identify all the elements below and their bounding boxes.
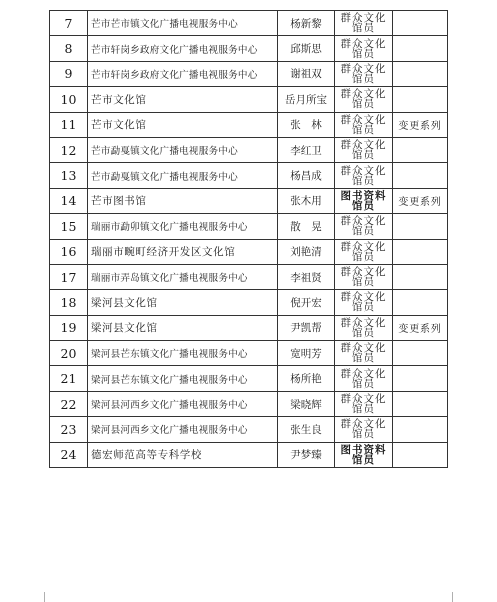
row-number: 23 bbox=[60, 421, 77, 437]
row-number-cell bbox=[50, 341, 88, 366]
job-title: 群众文化馆员 bbox=[340, 418, 387, 441]
person-name-cell bbox=[278, 36, 335, 61]
remark-cell bbox=[393, 112, 448, 137]
job-title: 群众文化馆员 bbox=[340, 393, 387, 416]
person-name: 邱斯思 bbox=[290, 43, 322, 56]
row-number: 21 bbox=[60, 371, 77, 387]
table-row bbox=[50, 315, 448, 340]
table-row bbox=[50, 112, 448, 137]
job-title-cell bbox=[335, 239, 393, 264]
row-number: 11 bbox=[60, 117, 77, 133]
table-row bbox=[50, 442, 448, 467]
job-title: 图书资料馆员 bbox=[340, 443, 387, 466]
job-title-cell bbox=[335, 137, 393, 162]
unit-name: 梁河县文化馆 bbox=[91, 296, 158, 309]
person-name: 张 林 bbox=[290, 119, 322, 132]
remark-cell bbox=[393, 61, 448, 86]
person-name-cell bbox=[278, 290, 335, 315]
person-name: 李祖贤 bbox=[290, 271, 322, 284]
unit-name-cell bbox=[88, 366, 278, 391]
row-number: 17 bbox=[60, 269, 77, 285]
remark-cell bbox=[393, 36, 448, 61]
job-title-cell bbox=[335, 442, 393, 467]
row-number-cell bbox=[50, 137, 88, 162]
job-title: 群众文化馆员 bbox=[340, 139, 387, 162]
job-title-cell bbox=[335, 188, 393, 213]
unit-name: 瑞丽市弄岛镇文化广播电视服务中心 bbox=[91, 273, 248, 285]
row-number-cell bbox=[50, 11, 88, 36]
job-title-cell bbox=[335, 11, 393, 36]
table-row bbox=[50, 417, 448, 442]
row-number: 20 bbox=[60, 345, 77, 361]
row-number-cell bbox=[50, 87, 88, 112]
remark-cell bbox=[393, 366, 448, 391]
table-row bbox=[50, 366, 448, 391]
remark-cell bbox=[393, 11, 448, 36]
job-title: 群众文化馆员 bbox=[340, 164, 387, 187]
job-title: 群众文化馆员 bbox=[340, 240, 387, 263]
unit-name: 芒市文化馆 bbox=[91, 93, 147, 106]
unit-name-cell bbox=[88, 391, 278, 416]
job-title: 群众文化馆员 bbox=[340, 291, 387, 314]
person-name: 尹梦臻 bbox=[290, 449, 322, 462]
row-number: 10 bbox=[60, 91, 77, 107]
person-name-cell bbox=[278, 137, 335, 162]
person-name: 张生良 bbox=[290, 423, 322, 436]
row-number-cell bbox=[50, 290, 88, 315]
unit-name: 瑞丽市勐卯镇文化广播电视服务中心 bbox=[91, 222, 248, 234]
job-title-cell bbox=[335, 391, 393, 416]
row-number: 12 bbox=[60, 142, 77, 158]
remark-cell bbox=[393, 87, 448, 112]
job-title-cell bbox=[335, 214, 393, 239]
table-row bbox=[50, 36, 448, 61]
table-row bbox=[50, 61, 448, 86]
person-name: 杨所艳 bbox=[290, 373, 322, 386]
table-body bbox=[50, 11, 448, 468]
unit-name: 梁河县河西乡文化广播电视服务中心 bbox=[91, 400, 248, 412]
job-title: 群众文化馆员 bbox=[340, 342, 387, 365]
remark-cell bbox=[393, 417, 448, 442]
unit-name: 芒市芒市镇文化广播电视服务中心 bbox=[91, 19, 238, 31]
unit-name: 芒市勐戛镇文化广播电视服务中心 bbox=[91, 146, 238, 158]
remark-cell bbox=[393, 214, 448, 239]
unit-name: 芒市文化馆 bbox=[91, 119, 147, 132]
table-row bbox=[50, 163, 448, 188]
table-row bbox=[50, 214, 448, 239]
row-number-cell bbox=[50, 214, 88, 239]
row-number: 14 bbox=[60, 193, 77, 209]
person-name: 李红卫 bbox=[290, 144, 322, 157]
person-name: 杨新黎 bbox=[290, 17, 322, 30]
person-name-cell bbox=[278, 112, 335, 137]
row-number: 7 bbox=[64, 15, 73, 31]
unit-name-cell bbox=[88, 264, 278, 289]
person-name: 宽明芳 bbox=[290, 347, 322, 360]
person-name: 散 晃 bbox=[290, 220, 322, 233]
remark-cell bbox=[393, 290, 448, 315]
person-name-cell bbox=[278, 264, 335, 289]
remark-cell bbox=[393, 188, 448, 213]
unit-name-cell bbox=[88, 137, 278, 162]
row-number: 22 bbox=[60, 396, 77, 412]
unit-name: 芒市轩岗乡政府文化广播电视服务中心 bbox=[91, 69, 258, 81]
remark-cell bbox=[393, 315, 448, 340]
page-corner-mark bbox=[44, 592, 55, 602]
row-number-cell bbox=[50, 112, 88, 137]
person-name-cell bbox=[278, 61, 335, 86]
unit-name-cell bbox=[88, 163, 278, 188]
remark: 变更系列 bbox=[398, 121, 442, 133]
job-title: 群众文化馆员 bbox=[340, 37, 387, 60]
row-number-cell bbox=[50, 442, 88, 467]
job-title-cell bbox=[335, 264, 393, 289]
job-title-cell bbox=[335, 366, 393, 391]
page-corner-mark bbox=[452, 592, 463, 602]
row-number: 13 bbox=[60, 168, 77, 184]
unit-name-cell bbox=[88, 188, 278, 213]
unit-name-cell bbox=[88, 417, 278, 442]
job-title-cell bbox=[335, 36, 393, 61]
unit-name-cell bbox=[88, 112, 278, 137]
job-title: 群众文化馆员 bbox=[340, 266, 387, 289]
row-number-cell bbox=[50, 417, 88, 442]
unit-name-cell bbox=[88, 87, 278, 112]
row-number: 15 bbox=[60, 218, 77, 234]
remark: 变更系列 bbox=[398, 324, 442, 336]
table-row bbox=[50, 391, 448, 416]
table-row bbox=[50, 137, 448, 162]
remark-cell bbox=[393, 264, 448, 289]
table-row bbox=[50, 239, 448, 264]
job-title-cell bbox=[335, 290, 393, 315]
row-number: 24 bbox=[60, 447, 77, 463]
row-number-cell bbox=[50, 366, 88, 391]
person-name-cell bbox=[278, 11, 335, 36]
unit-name: 梁河县文化馆 bbox=[91, 322, 158, 335]
job-title-cell bbox=[335, 341, 393, 366]
person-name: 尹凯帮 bbox=[290, 322, 322, 335]
person-name-cell bbox=[278, 366, 335, 391]
job-title-cell bbox=[335, 163, 393, 188]
person-name: 张木用 bbox=[290, 195, 322, 208]
person-name-cell bbox=[278, 315, 335, 340]
remark-cell bbox=[393, 239, 448, 264]
unit-name: 瑞丽市畹町经济开发区文化馆 bbox=[91, 246, 236, 259]
row-number-cell bbox=[50, 264, 88, 289]
table-row bbox=[50, 341, 448, 366]
person-name-cell bbox=[278, 341, 335, 366]
unit-name-cell bbox=[88, 11, 278, 36]
row-number: 16 bbox=[60, 244, 77, 260]
unit-name: 芒市勐戛镇文化广播电视服务中心 bbox=[91, 171, 238, 183]
person-name: 杨昌成 bbox=[290, 170, 322, 183]
job-title-cell bbox=[335, 112, 393, 137]
unit-name-cell bbox=[88, 61, 278, 86]
row-number-cell bbox=[50, 163, 88, 188]
row-number-cell bbox=[50, 315, 88, 340]
unit-name-cell bbox=[88, 341, 278, 366]
person-name-cell bbox=[278, 442, 335, 467]
person-name-cell bbox=[278, 239, 335, 264]
unit-name: 德宏师范高等专科学校 bbox=[91, 449, 202, 462]
row-number: 8 bbox=[64, 41, 73, 57]
person-name: 谢祖双 bbox=[290, 68, 322, 81]
person-name: 倪开宏 bbox=[290, 296, 322, 309]
remark-cell bbox=[393, 391, 448, 416]
row-number-cell bbox=[50, 36, 88, 61]
row-number: 9 bbox=[64, 66, 73, 82]
remark-cell bbox=[393, 442, 448, 467]
job-title: 群众文化馆员 bbox=[340, 367, 387, 390]
remark-cell bbox=[393, 341, 448, 366]
job-title: 群众文化馆员 bbox=[340, 215, 387, 238]
job-title: 图书资料馆员 bbox=[340, 189, 387, 212]
person-name-cell bbox=[278, 417, 335, 442]
remark-cell bbox=[393, 137, 448, 162]
remark-cell bbox=[393, 163, 448, 188]
job-title: 群众文化馆员 bbox=[340, 113, 387, 136]
job-title: 群众文化馆员 bbox=[340, 88, 387, 111]
unit-name: 芒市图书馆 bbox=[91, 195, 147, 208]
table-row bbox=[50, 188, 448, 213]
unit-name-cell bbox=[88, 214, 278, 239]
person-name: 岳月所宝 bbox=[285, 93, 327, 106]
unit-name-cell bbox=[88, 36, 278, 61]
row-number: 19 bbox=[60, 320, 77, 336]
person-name-cell bbox=[278, 188, 335, 213]
unit-name: 梁河县芒东镇文化广播电视服务中心 bbox=[91, 349, 248, 361]
table-row bbox=[50, 264, 448, 289]
job-title-cell bbox=[335, 61, 393, 86]
row-number: 18 bbox=[60, 294, 77, 310]
person-name: 梁晓辉 bbox=[290, 398, 322, 411]
person-name-cell bbox=[278, 214, 335, 239]
row-number-cell bbox=[50, 239, 88, 264]
person-name: 刘艳清 bbox=[290, 246, 322, 259]
person-name-cell bbox=[278, 391, 335, 416]
unit-name-cell bbox=[88, 290, 278, 315]
personnel-table bbox=[49, 10, 448, 468]
table-row bbox=[50, 11, 448, 36]
unit-name: 梁河县芒东镇文化广播电视服务中心 bbox=[91, 374, 248, 386]
unit-name-cell bbox=[88, 239, 278, 264]
row-number-cell bbox=[50, 188, 88, 213]
unit-name-cell bbox=[88, 315, 278, 340]
unit-name: 梁河县河西乡文化广播电视服务中心 bbox=[91, 425, 248, 437]
job-title: 群众文化馆员 bbox=[340, 316, 387, 339]
person-name-cell bbox=[278, 87, 335, 112]
row-number-cell bbox=[50, 391, 88, 416]
job-title: 群众文化馆员 bbox=[340, 62, 387, 85]
job-title-cell bbox=[335, 87, 393, 112]
person-name-cell bbox=[278, 163, 335, 188]
job-title-cell bbox=[335, 315, 393, 340]
unit-name: 芒市轩岗乡政府文化广播电视服务中心 bbox=[91, 44, 258, 56]
job-title-cell bbox=[335, 417, 393, 442]
table-row bbox=[50, 290, 448, 315]
unit-name-cell bbox=[88, 442, 278, 467]
table-row bbox=[50, 87, 448, 112]
row-number-cell bbox=[50, 61, 88, 86]
remark: 变更系列 bbox=[398, 197, 442, 209]
job-title: 群众文化馆员 bbox=[340, 12, 387, 35]
